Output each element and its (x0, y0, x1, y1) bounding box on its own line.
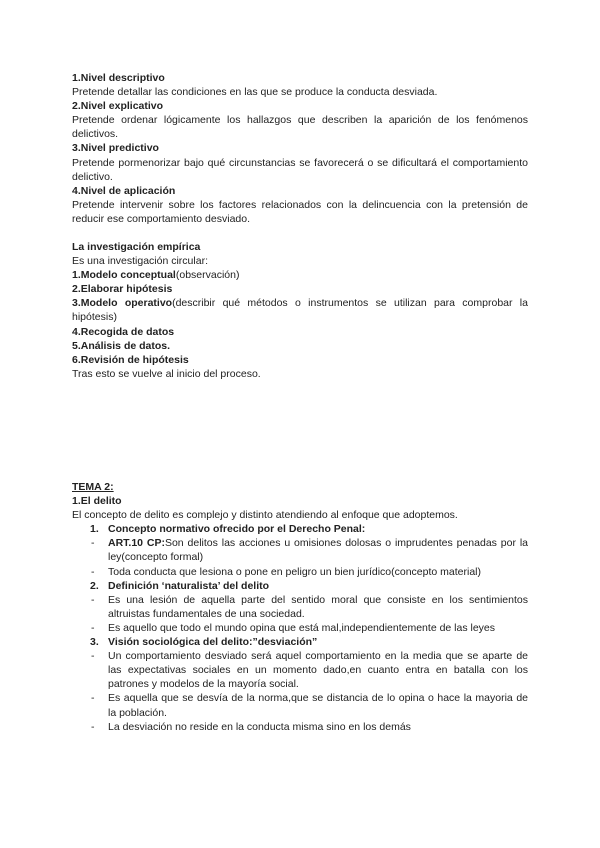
investigation-outro: Tras esto se vuelve al inicio del proceso. (72, 367, 261, 380)
section-3-number: 3. (90, 636, 99, 649)
step-1 (72, 268, 528, 282)
level-4-title: 4.Nivel de aplicación (72, 184, 176, 197)
section-3-title-text: Visión sociológica del delito:”desviación” (108, 636, 318, 649)
bullet-dash: - (91, 537, 95, 550)
section-1-title (72, 522, 528, 536)
section-2-number: 2. (90, 579, 99, 592)
section-1-number: 1. (90, 523, 99, 536)
tema2-heading: TEMA 2: (72, 481, 114, 493)
step-6 (72, 353, 528, 367)
list-item-text: Es aquella que se desvía de la norma,que se distancia de lo opina o hace la mayoria de la población. (108, 692, 528, 719)
step-3-label: 3.Modelo operativo (72, 297, 173, 310)
list-item-text: La desviación no reside en la conducta misma sino en los demás (108, 720, 411, 733)
investigation-intro: Es una investigación circular: (72, 255, 208, 268)
level-1-title: 1.Nivel descriptivo (72, 72, 165, 84)
level-3-text: Pretende pormenorizar bajo qué circunstancias se favorecerá o se dificultará el comportamiento delictivo. (72, 156, 528, 183)
section-3-title (72, 635, 528, 649)
level-1-text: Pretende detallar las condiciones en las que se produce la conducta desviada. (72, 86, 438, 99)
step-3-detail: (describir qué métodos o instrumentos se utilizan para comprobar la hipótesis) (72, 297, 528, 324)
list-item-text: Es aquello que todo el mundo opina que está mal,independientemente de las leyes (108, 621, 496, 634)
investigation-section (72, 240, 528, 381)
list-item (72, 649, 528, 691)
level-2-title: 2.Nivel explicativo (72, 100, 164, 113)
list-item-text: Es una lesión de aquella parte del sentido moral que consiste en los sentimientos altruistas fundamentales de una sociedad. (108, 593, 528, 620)
bullet-dash: - (91, 720, 95, 733)
step-6-label: 6.Revisión de hipótesis (72, 353, 189, 366)
investigation-heading: La investigación empírica (72, 241, 201, 253)
bullet-dash: - (91, 650, 95, 663)
section-2-title (72, 579, 528, 593)
list-item (72, 536, 528, 564)
list-item-text: Son delitos las acciones u omisiones dolosas o imprudentes penadas por la ley(concepto formal) (108, 537, 528, 564)
bullet-dash: - (91, 692, 95, 705)
list-item (72, 593, 528, 621)
step-4 (72, 325, 528, 339)
list-item (72, 691, 528, 719)
list-item-text: Un comportamiento desviado será aquel comportamiento en la media que se aparte de las expectativas sociales en un momento dado,en cuanto entra en batalla con los patrones y modelos de la mayoría social. (108, 650, 528, 691)
level-3-title: 3.Nivel predictivo (72, 142, 159, 155)
step-5-label: 5.Análisis de datos. (72, 339, 171, 352)
step-4-label: 4.Recogida de datos (72, 325, 175, 338)
bullet-dash: - (91, 565, 95, 578)
section-2-title-text: Definición ‘naturalista’ del delito (108, 579, 270, 592)
tema2-intro: El concepto de delito es complejo y distinto atendiendo al enfoque que adoptemos. (72, 509, 458, 522)
step-1-detail: (observación) (175, 269, 240, 282)
levels-section (72, 71, 528, 226)
list-item-text: Toda conducta que lesiona o pone en peligro un bien jurídico(concepto material) (108, 565, 481, 578)
list-item (72, 720, 528, 734)
list-item (72, 565, 528, 579)
list-item (72, 621, 528, 635)
list-item-bold: ART.10 CP: (108, 537, 165, 550)
step-2 (72, 282, 528, 296)
tema2-section (72, 480, 528, 734)
level-4-text: Pretende intervenir sobre los factores relacionados con la delincuencia con la pretensión de reducir ese comportamiento desviado. (72, 198, 528, 225)
step-5 (72, 339, 528, 353)
step-1-label: 1.Modelo conceptual (72, 269, 176, 282)
bullet-dash: - (91, 621, 95, 634)
bullet-dash: - (91, 593, 95, 606)
step-3 (72, 296, 528, 324)
tema2-subheading: 1.El delito (72, 495, 122, 508)
step-2-label: 2.Elaborar hipótesis (72, 283, 173, 296)
section-1-title-text: Concepto normativo ofrecido por el Derecho Penal: (108, 523, 366, 536)
level-2-text: Pretende ordenar lógicamente los hallazgos que describen la aparición de los fenómenos delictivos. (72, 114, 528, 141)
